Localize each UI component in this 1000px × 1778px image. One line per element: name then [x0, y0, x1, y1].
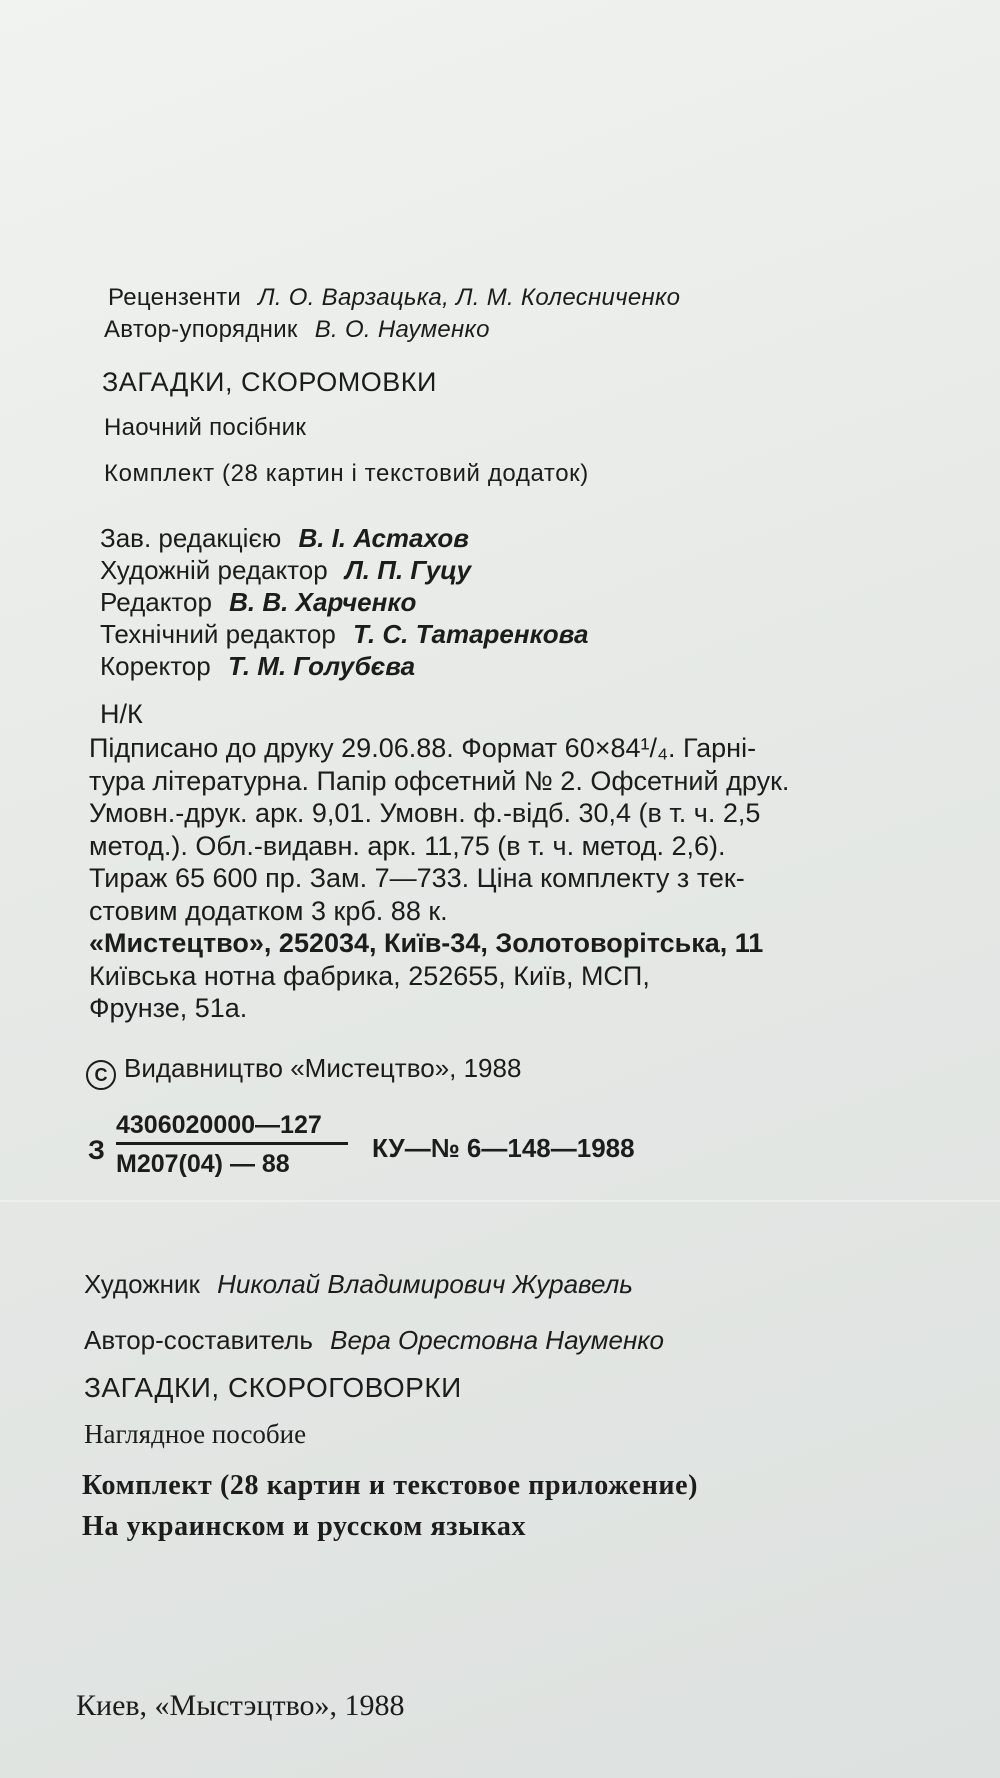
- ru-title: ЗАГАДКИ, СКОРОГОВОРКИ: [84, 1372, 462, 1403]
- editor-line: [100, 522, 469, 554]
- copyright-line: [86, 1052, 521, 1090]
- copyright-text: Видавництво «Мистецтво», 1988: [124, 1053, 522, 1083]
- nk-code: Н/К: [100, 699, 143, 729]
- ua-subtitle: Наочний посібник: [104, 414, 307, 441]
- ru-subtitle: Наглядное пособие: [84, 1419, 307, 1449]
- editor-name: В. І. Астахов: [298, 523, 469, 553]
- publisher-line: Київська нотна фабрика, 252655, Київ, МСП,: [89, 960, 650, 991]
- ua-title: ЗАГАДКИ, СКОРОМОВКИ: [102, 367, 437, 397]
- paper-crease: [0, 1200, 1000, 1202]
- editor-line: [100, 554, 471, 586]
- reviewers-names: Л. О. Варзацька, Л. М. Колесниченко: [258, 284, 681, 311]
- ru-compiler-name: Вера Орестовна Науменко: [330, 1325, 664, 1355]
- imprint-line: тура літературна. Папір офсетний № 2. Офсетний друк.: [89, 765, 790, 796]
- reviewers-label: Рецензенти: [108, 284, 242, 311]
- artist-name: Николай Владимирович Журавель: [217, 1269, 633, 1299]
- catalog-ku: КУ—№ 6—148—1988: [372, 1133, 635, 1163]
- artist-line: [84, 1268, 633, 1300]
- catalog-numerator: 4306020000—127: [116, 1111, 322, 1139]
- editor-role: Редактор: [100, 587, 212, 617]
- artist-label: Художник: [84, 1269, 200, 1299]
- editor-name: Л. П. Гуцу: [344, 555, 472, 585]
- compiler-label: Автор-упорядник: [104, 316, 298, 343]
- imprint-line: метод.). Обл.-видавн. арк. 11,75 (в т. ч. метод. 2,6).: [89, 830, 726, 861]
- editor-line: [100, 650, 415, 682]
- editor-line: [100, 586, 416, 618]
- ru-set: Комплект (28 картин и текстовое приложение): [82, 1470, 699, 1501]
- reviewers-line: [108, 282, 680, 314]
- editor-role: Художній редактор: [100, 555, 328, 585]
- compiler-name: В. О. Науменко: [314, 316, 490, 343]
- ru-languages: На украинском и русском языках: [82, 1511, 527, 1542]
- ru-compiler-label: Автор-составитель: [84, 1325, 313, 1355]
- ru-footer: Киев, «Мыстэцтво», 1988: [76, 1689, 405, 1722]
- publisher-line: «Мистецтво», 252034, Київ-34, Золотоворітська, 11: [89, 928, 764, 958]
- catalog-fraction: [116, 1110, 348, 1179]
- imprint-line: Підписано до друку 29.06.88. Формат 60×84¹/₄. Гарні-: [89, 733, 757, 763]
- editor-role: Коректор: [100, 651, 211, 681]
- editor-name: В. В. Харченко: [229, 587, 417, 617]
- editor-name: Т. С. Татаренкова: [353, 619, 589, 649]
- publisher-line: Фрунзе, 51а.: [89, 993, 248, 1023]
- ua-set: Комплект (28 картин і текстовий додаток): [104, 460, 589, 487]
- editor-role: Технічний редактор: [100, 619, 336, 649]
- imprint-block: [89, 732, 919, 1025]
- editor-role: Зав. редакцією: [100, 523, 282, 553]
- catalog-denominator: М207(04) — 88: [116, 1150, 290, 1178]
- copyright-icon: C: [86, 1060, 116, 1090]
- catalog-prefix: З: [88, 1135, 105, 1165]
- imprint-line: Тираж 65 600 пр. Зам. 7—733. Ціна комплекту з тек-: [89, 863, 745, 893]
- ru-compiler-line: [84, 1324, 664, 1356]
- compiler-line: [104, 314, 490, 346]
- imprint-line: Умовн.-друк. арк. 9,01. Умовн. ф.-відб. 30,4 (в т. ч. 2,5: [89, 798, 761, 828]
- editor-line: [100, 618, 588, 650]
- imprint-line: стовим додатком 3 крб. 88 к.: [89, 895, 448, 926]
- fraction-bar: [116, 1142, 348, 1145]
- editor-name: Т. М. Голубєва: [227, 651, 416, 681]
